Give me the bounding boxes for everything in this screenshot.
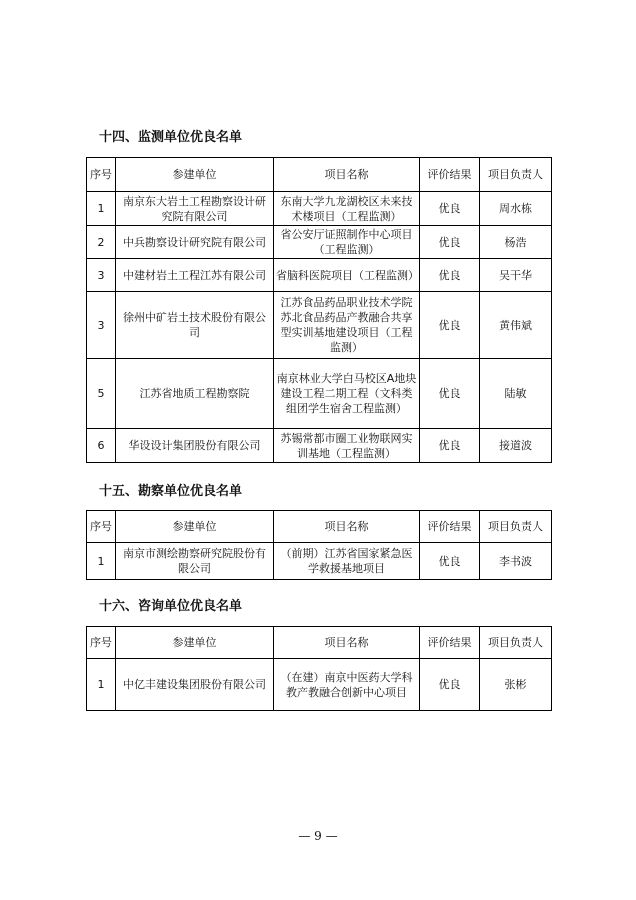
cell-unit: 南京市测绘勘察研究院股份有限公司 <box>116 543 274 580</box>
cell-result: 优良 <box>420 359 480 429</box>
table-header-row <box>87 511 552 543</box>
header-unit: 参建单位 <box>116 627 274 659</box>
cell-seq: 1 <box>87 543 116 580</box>
cell-leader: 陆敏 <box>480 359 552 429</box>
cell-project: 东南大学九龙湖校区未来技术楼项目（工程监测） <box>274 192 420 226</box>
cell-seq: 2 <box>87 226 116 259</box>
header-result: 评价结果 <box>420 158 480 192</box>
cell-leader: 黄伟斌 <box>480 292 552 359</box>
header-seq: 序号 <box>87 511 116 543</box>
cell-leader: 李书波 <box>480 543 552 580</box>
cell-seq: 5 <box>87 359 116 429</box>
header-seq: 序号 <box>87 158 116 192</box>
cell-leader: 张彬 <box>480 659 552 711</box>
section-title-survey: 十五、勘察单位优良名单 <box>99 484 243 499</box>
table-header-row <box>87 158 552 192</box>
cell-seq: 1 <box>87 192 116 226</box>
cell-project: 省脑科医院项目（工程监测） <box>274 259 420 292</box>
cell-result: 优良 <box>420 226 480 259</box>
header-unit: 参建单位 <box>116 511 274 543</box>
header-leader: 项目负责人 <box>480 158 552 192</box>
cell-unit: 南京东大岩土工程勘察设计研究院有限公司 <box>116 192 274 226</box>
header-project: 项目名称 <box>274 158 420 192</box>
cell-seq: 6 <box>87 429 116 463</box>
cell-result: 优良 <box>420 259 480 292</box>
cell-leader: 吴干华 <box>480 259 552 292</box>
table-row <box>87 192 552 226</box>
page-number: — 9 — <box>298 829 338 843</box>
consulting-table <box>86 626 552 711</box>
cell-unit: 中亿丰建设集团股份有限公司 <box>116 659 274 711</box>
cell-result: 优良 <box>420 429 480 463</box>
cell-project: 苏锡常都市圈工业物联网实训基地（工程监测） <box>274 429 420 463</box>
header-seq: 序号 <box>87 627 116 659</box>
table-row <box>87 259 552 292</box>
cell-unit: 中兵勘察设计研究院有限公司 <box>116 226 274 259</box>
table-row <box>87 659 552 711</box>
cell-project: 江苏食品药品职业技术学院苏北食品药品产教融合共享型实训基地建设项目（工程监测） <box>274 292 420 359</box>
cell-result: 优良 <box>420 292 480 359</box>
cell-unit: 徐州中矿岩土技术股份有限公司 <box>116 292 274 359</box>
cell-seq: 3 <box>87 259 116 292</box>
table-row <box>87 359 552 429</box>
section-title-consulting: 十六、咨询单位优良名单 <box>99 599 243 614</box>
header-project: 项目名称 <box>274 627 420 659</box>
cell-seq: 1 <box>87 659 116 711</box>
table-row <box>87 226 552 259</box>
cell-leader: 杨浩 <box>480 226 552 259</box>
header-leader: 项目负责人 <box>480 627 552 659</box>
survey-table <box>86 510 552 580</box>
cell-leader: 接道波 <box>480 429 552 463</box>
table-header-row <box>87 627 552 659</box>
cell-unit: 中建材岩土工程江苏有限公司 <box>116 259 274 292</box>
header-leader: 项目负责人 <box>480 511 552 543</box>
cell-project: （在建）南京中医药大学科教产教融合创新中心项目 <box>274 659 420 711</box>
cell-unit: 江苏省地质工程勘察院 <box>116 359 274 429</box>
header-unit: 参建单位 <box>116 158 274 192</box>
cell-project: （前期）江苏省国家紧急医学救援基地项目 <box>274 543 420 580</box>
monitoring-table <box>86 157 552 463</box>
cell-seq: 3 <box>87 292 116 359</box>
cell-project: 南京林业大学白马校区A地块建设工程二期工程（文科类组团学生宿舍工程监测） <box>274 359 420 429</box>
cell-leader: 周水栋 <box>480 192 552 226</box>
table-row <box>87 292 552 359</box>
cell-unit: 华设设计集团股份有限公司 <box>116 429 274 463</box>
header-project: 项目名称 <box>274 511 420 543</box>
header-result: 评价结果 <box>420 627 480 659</box>
section-title-monitoring: 十四、监测单位优良名单 <box>99 130 243 145</box>
table-row <box>87 429 552 463</box>
table-row <box>87 543 552 580</box>
header-result: 评价结果 <box>420 511 480 543</box>
cell-result: 优良 <box>420 543 480 580</box>
cell-result: 优良 <box>420 659 480 711</box>
cell-result: 优良 <box>420 192 480 226</box>
cell-project: 省公安厅证照制作中心项目（工程监测） <box>274 226 420 259</box>
